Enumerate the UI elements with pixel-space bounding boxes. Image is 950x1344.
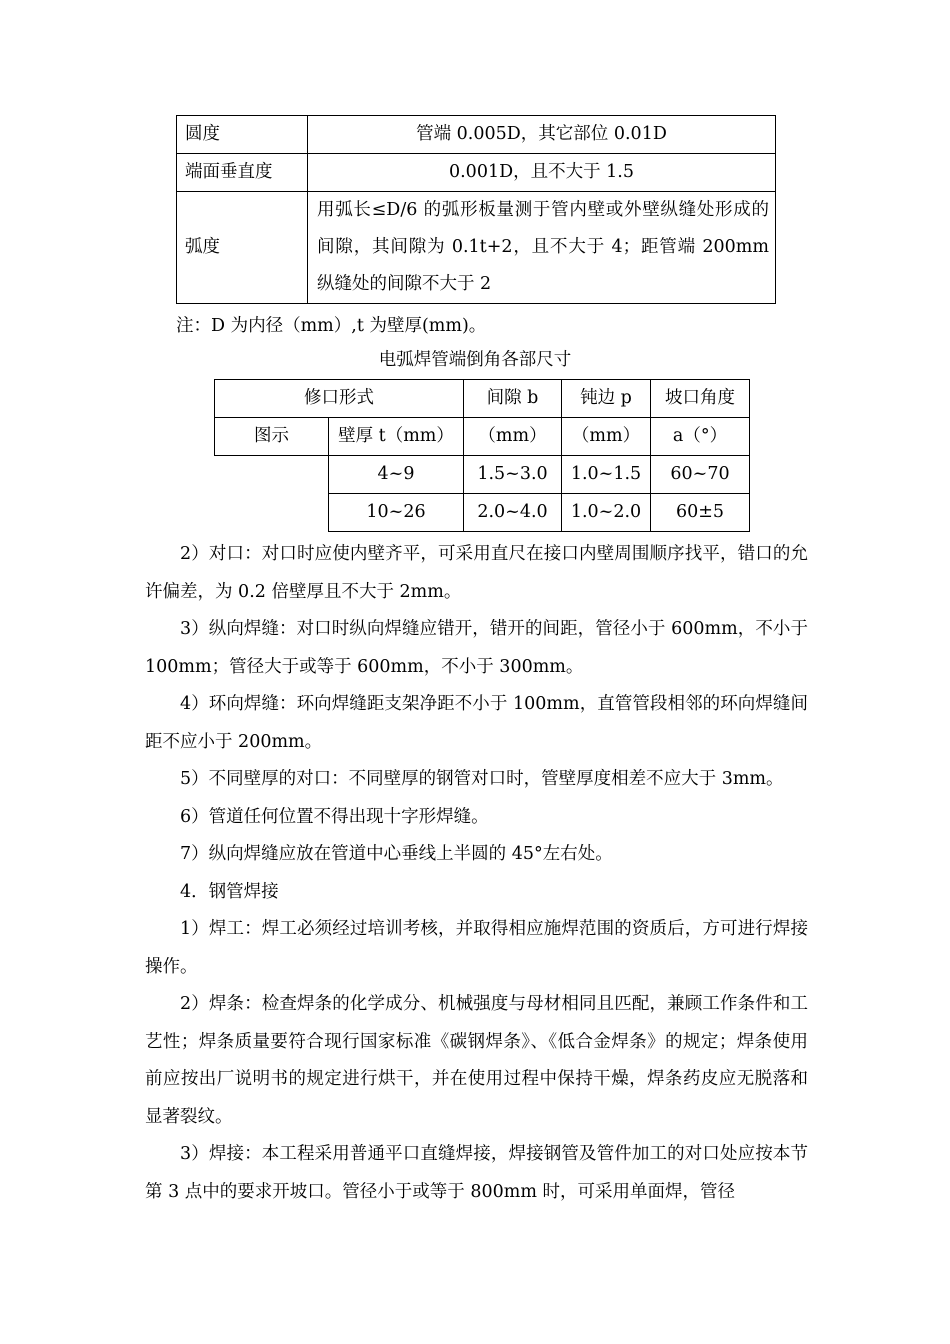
paragraph: 2）焊条：检查焊条的化学成分、机械强度与母材相同且匹配，兼顾工作条件和工艺性；焊条质量要符合现行国家标准《碳钢焊条》、《低合金焊条》的规定；焊条使用前应按出厂说明书的规定进行烘干，并在使用过程中保持干燥，焊条药皮应无脱落和显著裂纹。 [145,994,808,1127]
paragraph: 6）管道任何位置不得出现十字形焊缝。 [180,806,489,827]
paragraph: 3）焊接：本工程采用普通平口直缝焊接，焊接钢管及管件加工的对口处应按本节第 3 点中的要求开坡口。管径小于或等于 800mm 时，可采用单面焊，管径 [145,1144,808,1202]
cell-edge: 1.0~1.5 [562,456,651,494]
table-header-row [215,380,750,418]
header-edge-unit: （mm） [562,418,651,456]
table-note: 注：D 为内径（mm）,t 为壁厚(mm)。 [176,316,487,336]
table-row [177,192,776,304]
header-angle: 坡口角度 [651,380,750,418]
paragraph: 2）对口：对口时应使内壁齐平，可采用直尺在接口内壁周围顺序找平，错口的允许偏差，为 0.2 倍壁厚且不大于 2mm。 [145,544,808,602]
header-thickness: 壁厚 t（mm） [329,418,464,456]
bevel-dimension-table [214,379,750,532]
paragraph: 7）纵向焊缝应放在管道中心垂线上半圆的 45°左右处。 [180,844,613,864]
cell-angle: 60~70 [651,456,750,494]
row-label: 端面垂直度 [177,154,308,192]
table-row [177,154,776,192]
cell-thickness: 4~9 [329,456,464,494]
paragraph: 5）不同壁厚的对口：不同壁厚的钢管对口时，管壁厚度相差不应大于 3mm。 [180,769,784,789]
table-row [215,456,750,494]
header-figure: 图示 [215,418,329,456]
table-caption: 电弧焊管端倒角各部尺寸 [378,350,572,370]
header-group: 修口形式 [215,380,464,418]
cell-thickness: 10~26 [329,494,464,532]
cell-gap: 2.0~4.0 [464,494,562,532]
paragraph: 1）焊工：焊工必须经过培训考核，并取得相应施焊范围的资质后，方可进行焊接操作。 [145,919,808,977]
table-header-row [215,418,750,456]
cell-gap: 1.5~3.0 [464,456,562,494]
table-row [177,116,776,154]
row-value: 用弧长≤D/6 的弧形板量测于管内壁或外壁纵缝处形成的间隙，其间隙为 0.1t+2，且不大于 4；距管端 200mm 纵缝处的间隙不大于 2 [308,192,776,304]
section-heading: 4．钢管焊接 [180,881,279,902]
cell-edge: 1.0~2.0 [562,494,651,532]
header-gap-unit: （mm） [464,418,562,456]
row-label: 圆度 [177,116,308,154]
row-label: 弧度 [177,192,308,304]
cell-angle: 60±5 [651,494,750,532]
body-text [145,536,808,1211]
tolerance-table [176,115,776,304]
figure-cell [215,456,329,532]
row-value: 0.001D，且不大于 1.5 [308,154,776,192]
paragraph: 3）纵向焊缝：对口时纵向焊缝应错开，错开的间距，管径小于 600mm，不小于 100mm；管径大于或等于 600mm，不小于 300mm。 [145,619,808,677]
header-angle-unit: a（°） [651,418,750,456]
header-gap: 间隙 b [464,380,562,418]
paragraph: 4）环向焊缝：环向焊缝距支架净距不小于 100mm，直管管段相邻的环向焊缝间距不应小于 200mm。 [145,694,808,752]
header-edge: 钝边 p [562,380,651,418]
row-value: 管端 0.005D，其它部位 0.01D [308,116,776,154]
